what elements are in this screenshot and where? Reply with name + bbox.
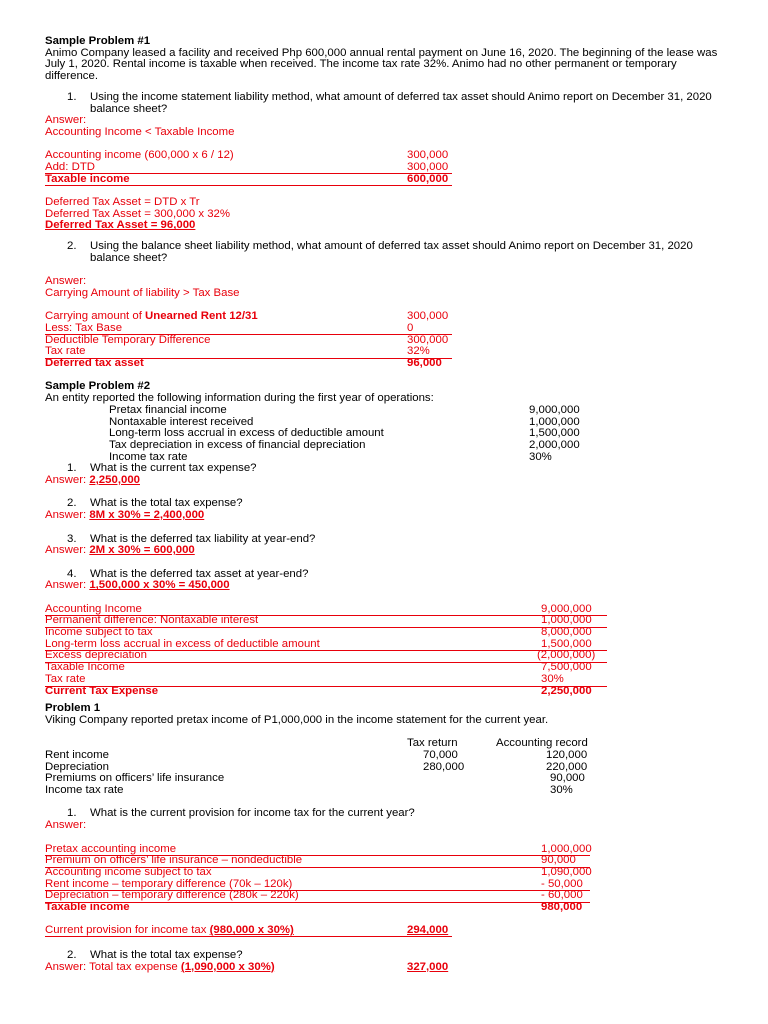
schedule-row: Less: Tax Base 0 [45, 322, 414, 335]
given-row: Tax depreciation in excess of financial depreciation 2,000,000 [109, 438, 580, 451]
sample-problem-1-title: Sample Problem #1 [45, 35, 151, 47]
schedule-row: Taxable Income 7,500,000 [45, 661, 592, 674]
schedule-row: Rent income – temporary difference (70k – 120k) - 50,000 [45, 877, 583, 890]
given-row: Nontaxable interest received 1,000,000 [109, 415, 580, 428]
schedule-row: Pretax accounting income 1,000,000 [45, 842, 592, 855]
given-row: Long-term loss accrual in excess of deductible amount 1,500,000 [109, 427, 580, 440]
schedule-row: Deductible Temporary Difference 300,000 [45, 333, 449, 346]
question-text: Using the balance sheet liability method, what amount of deferred tax asset should Animo report on December 31, 2020 balance sheet? [90, 240, 693, 264]
schedule-row: Long-term loss accrual in excess of deductible amount 1,500,000 [45, 637, 592, 650]
current-provision-line: Current provision for income tax (980,000 x 30%) 294,000 [45, 925, 725, 938]
table-row: Rent income 70,000 120,000 [45, 748, 588, 761]
given-row: Income tax rate 30% [109, 450, 552, 463]
question-number: 2. [67, 240, 77, 253]
answer-rule: Accounting Income < Taxable Income [45, 125, 235, 138]
total-tax-expense-line: Answer: Total tax expense (1,090,000 x 30%) 327,000 [45, 960, 449, 973]
sp2-answer-3: Answer: 2M x 30% = 600,000 [45, 544, 195, 557]
table-header: Tax return Accounting record [407, 737, 588, 750]
question-text: Using the income statement liability method, what amount of deferred tax asset should Animo report on December 31, 2020 balance sheet? [90, 90, 712, 115]
table-row: Income tax rate 30% [45, 784, 573, 797]
document-page [45, 36, 725, 973]
schedule-total-row: Deferred tax asset 96,000 [45, 357, 442, 370]
formula-line: Deferred Tax Asset = 300,000 x 32% [45, 207, 231, 220]
p1-question-2: 2. What is the total tax expense? [67, 949, 243, 962]
schedule-row: Accounting Income 9,000,000 [45, 602, 592, 615]
sp1-answer-1-schedule [45, 150, 725, 185]
given-row: Pretax financial income 9,000,000 [109, 403, 580, 416]
schedule-total-row: Taxable income 600,000 [45, 172, 449, 185]
problem-1-title: Problem 1 [45, 702, 101, 715]
p1-given-table [45, 738, 725, 796]
sp2-question-1: 1. What is the current tax expense? [67, 462, 257, 475]
schedule-row: Add: DTD 300,000 [45, 161, 449, 173]
answer-label: Answer: [45, 275, 87, 288]
formula-result: Deferred Tax Asset = 96,000 [45, 219, 196, 232]
schedule-row: Premium on officers’ life insurance – nondeductible 90,000 [45, 854, 576, 867]
sample-problem-2-intro: An entity reported the following information during the first year of operations: [45, 392, 434, 405]
formula-line: Deferred Tax Asset = DTD x Tr [45, 196, 200, 209]
sp2-schedule [45, 604, 725, 698]
sp2-answer-4: Answer: 1,500,000 x 30% = 450,000 [45, 579, 230, 592]
schedule-row: Tax rate 32% [45, 345, 430, 358]
sp1-question-1 [45, 92, 725, 115]
schedule-total-row: Taxable income 980,000 [45, 900, 583, 913]
sp1-answer-2-schedule [45, 311, 725, 369]
sample-problem-1-intro: Animo Company leased a facility and received Php 600,000 annual rental payment on June 16, 2020. The beginning of the lease was July 1, 2020. Rental income is taxable when received. The income tax rate 32%. Animo had no other permanent or temporary difference. [45, 46, 718, 83]
schedule-row: Tax rate 30% [45, 672, 564, 685]
p1-schedule [45, 844, 725, 914]
sp1-question-2 [45, 241, 725, 264]
schedule-row: Income subject to tax 8,000,000 [45, 626, 592, 639]
schedule-row: Excess depreciation (2,000,000) [45, 649, 596, 662]
schedule-row: Carrying amount of Unearned Rent 12/31 300,000 [45, 310, 449, 323]
p1-question-1: 1. What is the current provision for income tax for the current year? [67, 807, 415, 820]
schedule-row: Accounting income subject to tax 1,090,000 [45, 865, 592, 878]
sp2-question-2: 2. What is the total tax expense? [67, 497, 243, 510]
schedule-row: Accounting income (600,000 x 6 / 12) 300,000 [45, 149, 449, 162]
answer-rule: Carrying Amount of liability > Tax Base [45, 286, 240, 299]
question-number: 1. [67, 90, 77, 103]
table-row: Depreciation 280,000 220,000 [45, 760, 588, 773]
problem-1-intro: Viking Company reported pretax income of P1,000,000 in the income statement for the current year. [45, 713, 549, 726]
sp2-question-3: 3. What is the deferred tax liability at year-end? [67, 532, 316, 545]
answer-label: Answer: [45, 114, 87, 127]
table-row: Premiums on officers’ life insurance 90,000 [45, 772, 585, 785]
sample-problem-2-title: Sample Problem #2 [45, 380, 151, 393]
schedule-row: Permanent difference: Nontaxable interest 1,000,000 [45, 614, 592, 627]
sp2-given-list [45, 405, 725, 463]
sp2-answer-1: Answer: 2,250,000 [45, 474, 140, 487]
schedule-total-row: Current Tax Expense 2,250,000 [45, 684, 592, 697]
schedule-row: Depreciation – temporary difference (280k – 220k) - 60,000 [45, 889, 583, 902]
sp2-question-4: 4. What is the deferred tax asset at year-end? [67, 567, 309, 580]
answer-label: Answer: [45, 819, 87, 832]
sp2-answer-2: Answer: 8M x 30% = 2,400,000 [45, 509, 205, 522]
